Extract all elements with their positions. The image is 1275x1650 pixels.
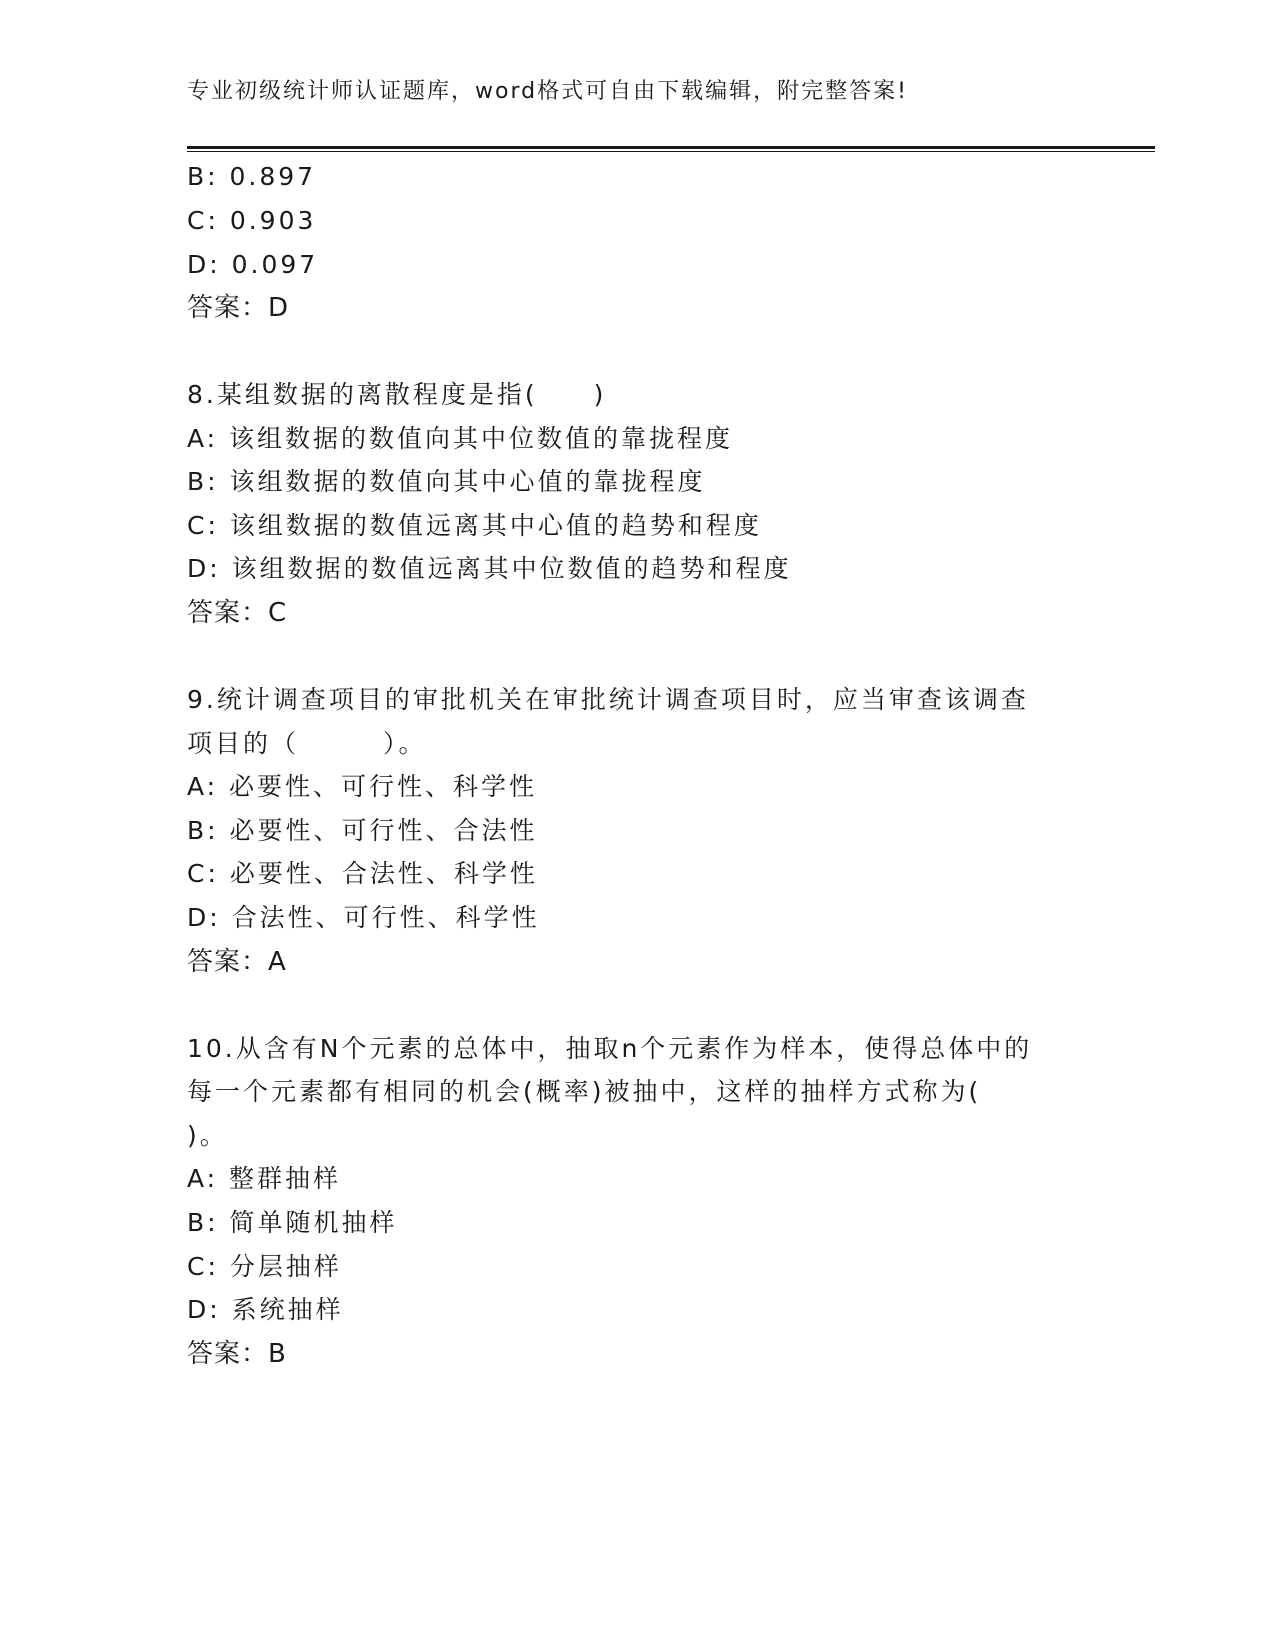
page-header: 专业初级统计师认证题库，word格式可自由下载编辑，附完整答案!: [187, 79, 908, 104]
q10-option-b: B: 简单随机抽样: [187, 1208, 398, 1237]
q9-option-b: B: 必要性、可行性、合法性: [187, 816, 538, 845]
q10-stem-line2: 每一个元素都有相同的机会(概率)被抽中，这样的抽样方式称为(: [187, 1077, 982, 1106]
prev-answer: 答案：D: [187, 293, 290, 323]
q9-option-c: C: 必要性、合法性、科学性: [187, 859, 538, 888]
header-divider-thin: [187, 151, 1155, 152]
q8-stem: 8.某组数据的离散程度是指( ): [187, 380, 607, 409]
q10-option-d: D: 系统抽样: [187, 1295, 344, 1324]
q10-answer: 答案：B: [187, 1339, 287, 1369]
q10-stem-line1: 10.从含有N个元素的总体中，抽取n个元素作为样本，使得总体中的: [187, 1034, 1033, 1063]
q9-option-a: A: 必要性、可行性、科学性: [187, 772, 538, 801]
prev-option-d: D: 0.097: [187, 250, 319, 279]
q9-stem-line2: 项目的（ ）。: [187, 729, 427, 758]
q10-stem-line3: )。: [187, 1121, 228, 1150]
q8-option-b: B: 该组数据的数值向其中心值的靠拢程度: [187, 467, 706, 496]
q8-option-a: A: 该组数据的数值向其中位数值的靠拢程度: [187, 424, 734, 453]
q8-answer: 答案：C: [187, 598, 288, 628]
q8-option-c: C: 该组数据的数值远离其中心值的趋势和程度: [187, 511, 762, 540]
q9-answer: 答案：A: [187, 947, 287, 977]
prev-option-c: C: 0.903: [187, 206, 317, 235]
q10-option-c: C: 分层抽样: [187, 1252, 342, 1281]
header-divider-thick: [187, 146, 1155, 149]
q8-option-d: D: 该组数据的数值远离其中位数值的趋势和程度: [187, 554, 792, 583]
q9-stem-line1: 9.统计调查项目的审批机关在审批统计调查项目时，应当审查该调查: [187, 685, 1029, 714]
q9-option-d: D: 合法性、可行性、科学性: [187, 903, 540, 932]
prev-option-b: B: 0.897: [187, 162, 317, 191]
q10-option-a: A: 整群抽样: [187, 1164, 342, 1193]
